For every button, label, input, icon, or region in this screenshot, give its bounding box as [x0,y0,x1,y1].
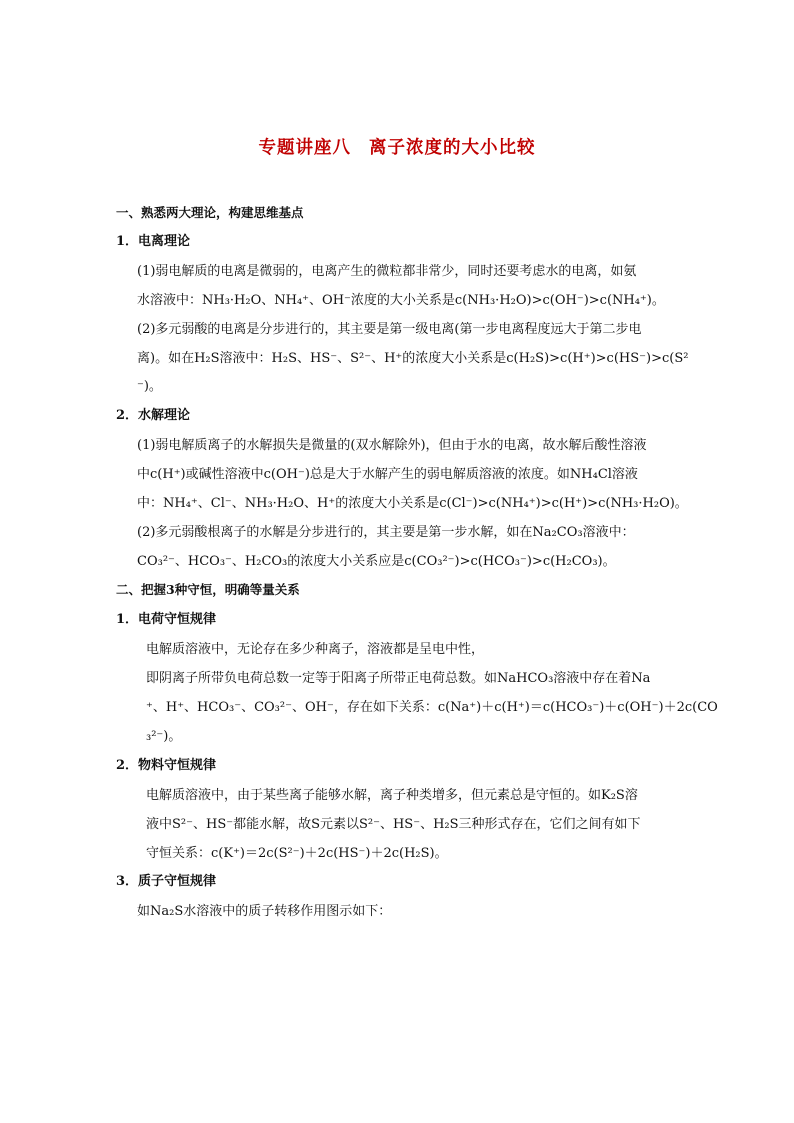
hydrolysis-p1-line3-text: 中：NH₄⁺、Cl⁻、NH₃·H₂O、H⁺的浓度大小关系是 [137,496,440,511]
material-conservation-line2: 液中S²⁻、HS⁻都能水解，故S元素以S²⁻、HS⁻、H₂S三种形式存在，它们之间有如下 [146,817,641,832]
ionization-p2-line2-text: 离)。如在H₂S溶液中：H₂S、HS⁻、S²⁻、H⁺的浓度大小关系是 [137,351,507,366]
ionization-p2-line2-formula: c(H₂S)>c(H⁺)>c(HS⁻)>c(S² [506,351,689,366]
ionization-p1-line2-text: 水溶液中：NH₃·H₂O、NH₄⁺、OH⁻浓度的大小关系是 [137,293,455,308]
ionization-p2-line2 [137,349,688,369]
section-1-heading: 一、熟悉两大理论，构建思维基点 [116,205,304,220]
material-conservation-heading: 2．物料守恒规律 [116,758,217,773]
charge-conservation-line3: ⁺、H⁺、HCO₃⁻、CO₃²⁻、OH⁻，存在如下关系：c(Na⁺)＋c(H⁺)＝c(HCO₃⁻)＋c(OH⁻)＋2c(CO [146,700,718,715]
title-main: 离子浓度的大小比较 [369,138,536,158]
ionization-p1-line2-formula: c(NH₃·H₂O)>c(OH⁻)>c(NH₄⁺)。 [454,293,665,308]
charge-conservation-heading: 1．电荷守恒规律 [116,612,217,627]
hydrolysis-p1-line3-formula: c(Cl⁻)>c(NH₄⁺)>c(H⁺)>c(NH₃·H₂O)。 [439,496,688,511]
hydrolysis-p2-line2-text: CO₃²⁻、HCO₃⁻、H₂CO₃的浓度大小关系应是 [137,554,405,569]
charge-conservation-line1: 电解质溶液中，无论存在多少种离子，溶液都是呈电中性， [146,642,485,657]
charge-conservation-line2: 即阴离子所带负电荷总数一定等于阳离子所带正电荷总数。如NaHCO₃溶液中存在着Na [146,671,651,686]
charge-conservation-line4: ₃²⁻)。 [146,729,182,744]
page-title [0,134,794,159]
hydrolysis-p2-line2-formula: c(CO₃²⁻)>c(HCO₃⁻)>c(H₂CO₃)。 [404,554,616,569]
proton-conservation-line1: 如Na₂S水溶液中的质子转移作用图示如下： [137,904,392,919]
hydrolysis-p2-line1: (2)多元弱酸根离子的水解是分步进行的，其主要是第一步水解，如在Na₂CO₃溶液中： [137,525,635,540]
hydrolysis-theory-heading: 2．水解理论 [116,408,191,423]
ionization-p2-line3: ⁻)。 [137,379,162,394]
ionization-p1-line2 [137,291,665,311]
material-conservation-line1: 电解质溶液中，由于某些离子能够水解，离子种类增多，但元素总是守恒的。如K₂S溶 [146,788,638,803]
section-2-heading: 二、把握3种守恒，明确等量关系 [116,582,300,597]
hydrolysis-p1-line3 [137,494,688,514]
ionization-p1-line1: (1)弱电解质的电离是微弱的，电离产生的微粒都非常少，同时还要考虑水的电离，如氨 [137,264,637,279]
material-conservation-line3: 守恒关系：c(K⁺)＝2c(S²⁻)＋2c(HS⁻)＋2c(H₂S)。 [146,846,448,861]
ionization-theory-heading: 1．电离理论 [116,234,191,249]
proton-conservation-heading: 3．质子守恒规律 [116,874,217,889]
hydrolysis-p1-line1: (1)弱电解质离子的水解损失是微量的(双水解除外)，但由于水的电离，故水解后酸性溶液 [137,438,647,453]
title-prefix: 专题讲座八 [258,138,351,158]
ionization-p2-line1: (2)多元弱酸的电离是分步进行的，其主要是第一级电离(第一步电离程度远大于第二步电 [137,322,642,337]
hydrolysis-p2-line2 [137,552,616,572]
hydrolysis-p1-line2: 中c(H⁺)或碱性溶液中c(OH⁻)总是大于水解产生的弱电解质溶液的浓度。如NH₄Cl溶液 [137,467,638,482]
